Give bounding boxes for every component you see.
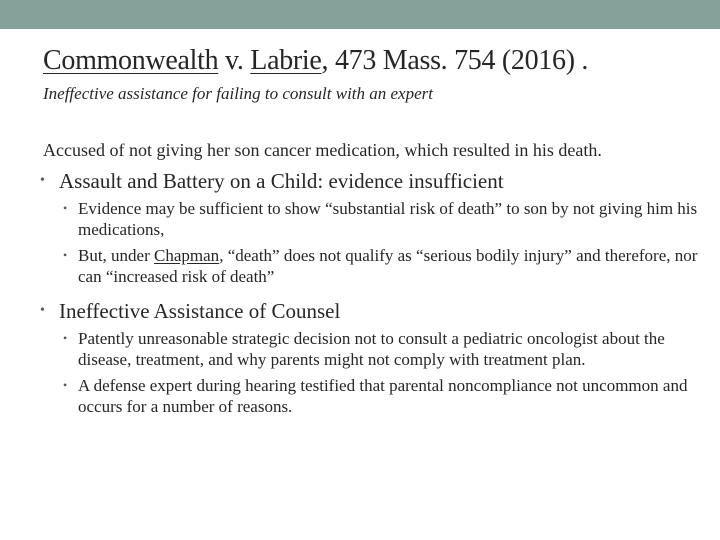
bullet-assault-battery <box>40 168 708 287</box>
sub-bullet-dot: • <box>63 201 68 215</box>
sub-bullet-list <box>59 328 708 417</box>
sub-bullet-text: A defense expert during hearing testified that parental noncompliance not uncommon and occurs for a number of reasons. <box>78 376 688 416</box>
title-citation: , 473 Mass. 754 (2016) . <box>321 45 589 76</box>
sub-bullet-unreasonable-decision <box>59 328 708 370</box>
bullet-text: Assault and Battery on a Child: evidence insufficient <box>59 169 504 193</box>
bullet-dot: • <box>40 173 45 188</box>
case-name-chapman: Chapman <box>154 246 220 265</box>
sub-bullet-dot: • <box>63 248 68 262</box>
sub-bullet-prefix: But, under <box>78 246 155 265</box>
slide-content <box>40 43 708 422</box>
sub-bullet-dot: • <box>63 331 68 345</box>
sub-bullet-dot: • <box>63 378 68 392</box>
title-case-commonwealth: Commonwealth <box>43 45 219 76</box>
bullet-dot: • <box>40 303 45 318</box>
sub-bullet-defense-expert <box>59 375 708 417</box>
intro-text: Accused of not giving her son cancer medication, which resulted in his death. <box>43 140 602 160</box>
title-versus: v. <box>224 45 244 76</box>
sub-bullet-list <box>59 198 708 287</box>
bullet-text: Ineffective Assistance of Counsel <box>59 299 341 323</box>
sub-bullet-text: Patently unreasonable strategic decision not to consult a pediatric oncologist about the disease, treatment, and why parents might not comply with treatment plan. <box>78 329 665 369</box>
slide-title <box>43 43 708 79</box>
slide-subtitle: Ineffective assistance for failing to consult with an expert <box>43 84 433 103</box>
sub-bullet-text: Evidence may be sufficient to show “substantial risk of death” to son by not giving him his medications, <box>78 199 698 239</box>
title-case-labrie: Labrie <box>250 45 322 76</box>
header-bar <box>0 0 720 29</box>
bullet-ineffective-assistance <box>40 298 708 417</box>
sub-bullet-chapman <box>59 245 708 287</box>
sub-bullet-suffix: , “death” does not qualify as “serious bodily injury” and therefore, nor can “increased risk of death” <box>78 246 698 286</box>
bullet-list <box>40 168 708 417</box>
sub-bullet-evidence-sufficient <box>59 198 708 240</box>
